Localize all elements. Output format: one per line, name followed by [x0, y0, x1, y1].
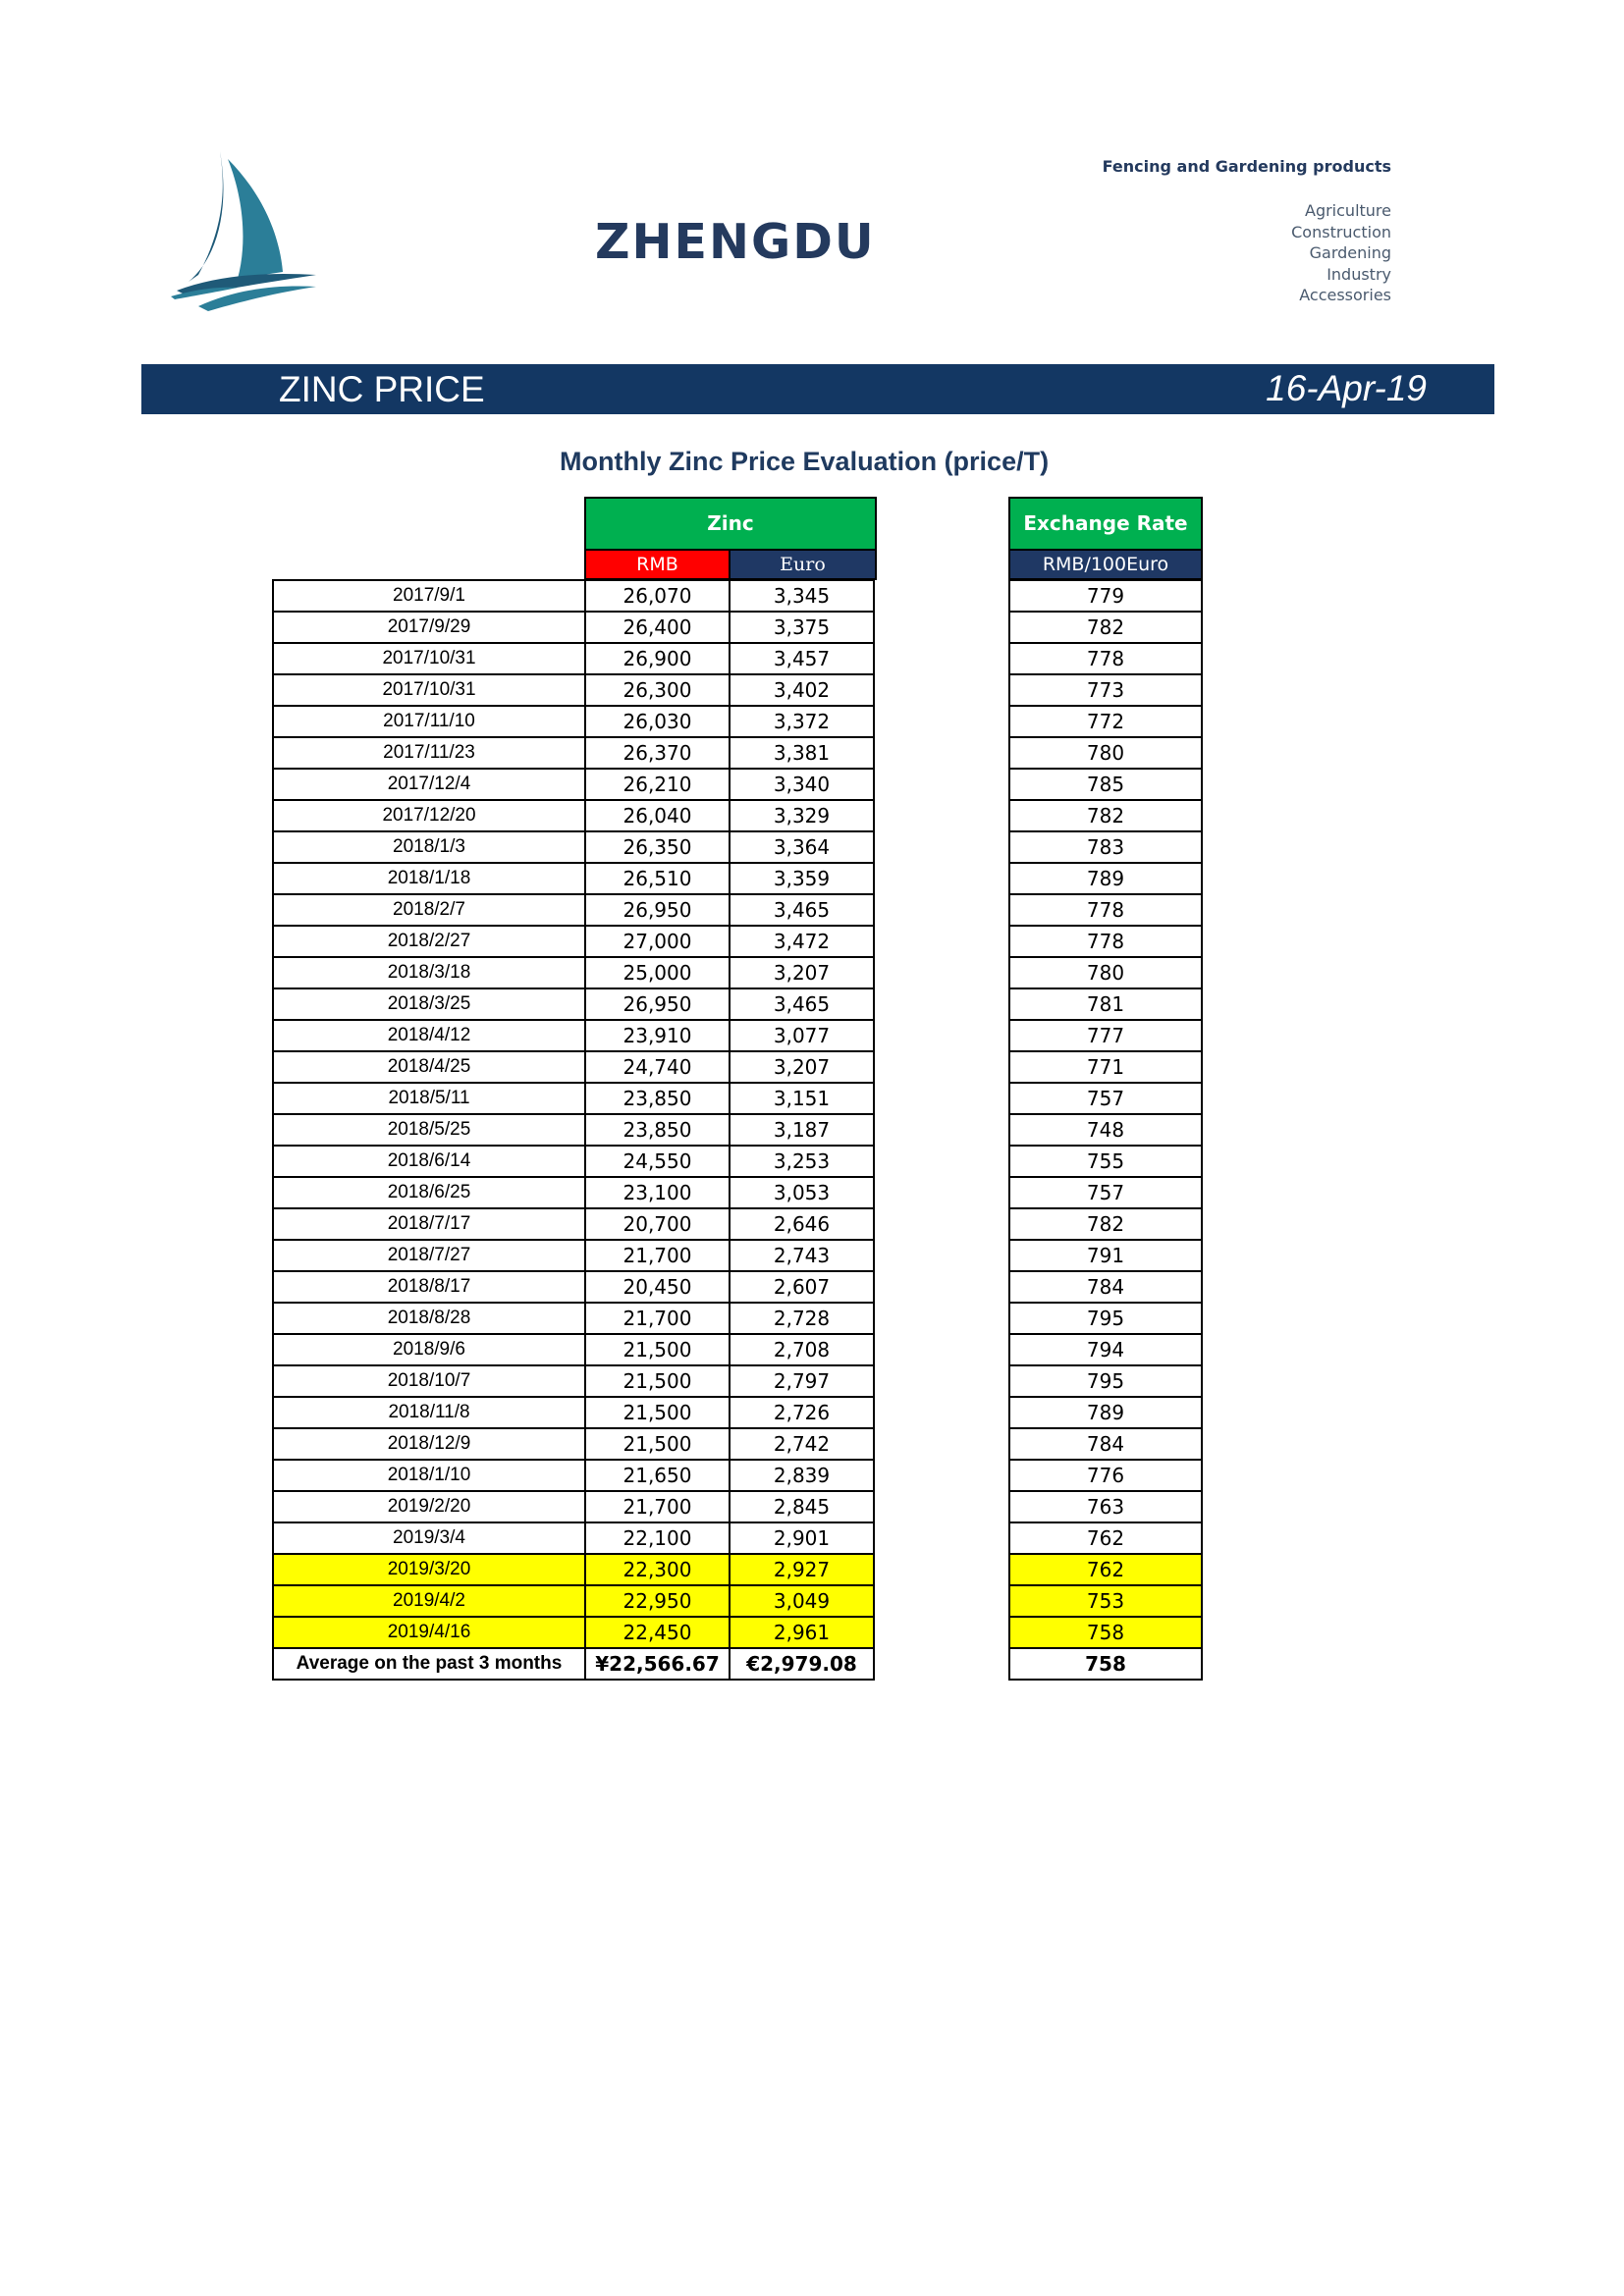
table-row — [273, 1240, 874, 1271]
brand-name: ZHENGDU — [595, 214, 876, 270]
table-row — [273, 800, 874, 831]
euro-price-cell: 3,359 — [730, 863, 874, 894]
table-row — [273, 894, 874, 926]
date-cell: 2018/3/18 — [273, 957, 585, 988]
euro-price-cell: 3,375 — [730, 612, 874, 643]
table-row — [1009, 957, 1202, 988]
average-row — [273, 1648, 874, 1680]
average-row — [1009, 1648, 1202, 1680]
exchange-rate-cell: 758 — [1009, 1617, 1202, 1648]
rmb-price-cell: 26,350 — [585, 831, 730, 863]
date-cell: 2018/11/8 — [273, 1397, 585, 1428]
rmb-header: RMB — [584, 549, 731, 580]
rmb-price-cell: 22,300 — [585, 1554, 730, 1585]
table-row — [1009, 1460, 1202, 1491]
date-cell: 2018/4/25 — [273, 1051, 585, 1083]
rmb-price-cell: 21,500 — [585, 1365, 730, 1397]
table-row — [273, 706, 874, 737]
table-row — [273, 1522, 874, 1554]
date-cell: 2018/8/17 — [273, 1271, 585, 1303]
euro-price-cell: 3,049 — [730, 1585, 874, 1617]
date-cell: 2018/12/9 — [273, 1428, 585, 1460]
exchange-rate-cell: 795 — [1009, 1303, 1202, 1334]
table-row — [1009, 1208, 1202, 1240]
exchange-rate-cell: 757 — [1009, 1177, 1202, 1208]
euro-price-cell: 3,207 — [730, 957, 874, 988]
euro-price-cell: 3,151 — [730, 1083, 874, 1114]
euro-price-cell: 3,465 — [730, 988, 874, 1020]
table-row — [1009, 988, 1202, 1020]
table-row — [1009, 706, 1202, 737]
rmb-price-cell: 25,000 — [585, 957, 730, 988]
rmb-price-cell: 22,450 — [585, 1617, 730, 1648]
table-row — [273, 580, 874, 612]
zinc-header: Zinc — [584, 497, 877, 551]
rmb-price-cell: 23,850 — [585, 1083, 730, 1114]
rmb-price-cell: 26,070 — [585, 580, 730, 612]
table-row — [1009, 831, 1202, 863]
table-row — [1009, 1114, 1202, 1146]
euro-price-cell: 2,845 — [730, 1491, 874, 1522]
table-row — [1009, 1240, 1202, 1271]
rmb-price-cell: 20,450 — [585, 1271, 730, 1303]
exchange-rate-cell: 773 — [1009, 674, 1202, 706]
date-cell: 2018/5/11 — [273, 1083, 585, 1114]
table-row — [1009, 800, 1202, 831]
table-row — [1009, 1334, 1202, 1365]
rmb-price-cell: 21,700 — [585, 1240, 730, 1271]
rmb-price-cell: 21,700 — [585, 1491, 730, 1522]
date-cell: 2018/8/28 — [273, 1303, 585, 1334]
table-row — [273, 1083, 874, 1114]
table-row — [1009, 737, 1202, 769]
fx-unit-header: RMB/100Euro — [1008, 549, 1203, 580]
euro-price-cell: 3,187 — [730, 1114, 874, 1146]
table-row — [273, 1208, 874, 1240]
euro-price-cell: 3,053 — [730, 1177, 874, 1208]
exchange-rate-cell: 777 — [1009, 1020, 1202, 1051]
table-row — [273, 1585, 874, 1617]
table-row — [273, 1177, 874, 1208]
date-cell: 2017/10/31 — [273, 674, 585, 706]
exchange-rate-cell: 753 — [1009, 1585, 1202, 1617]
title-banner — [141, 364, 1494, 414]
euro-price-cell: 3,077 — [730, 1020, 874, 1051]
exchange-rate-cell: 771 — [1009, 1051, 1202, 1083]
table-row — [273, 1460, 874, 1491]
date-cell: 2018/9/6 — [273, 1334, 585, 1365]
exchange-rate-cell: 782 — [1009, 612, 1202, 643]
rmb-price-cell: 26,900 — [585, 643, 730, 674]
exchange-rate-cell: 780 — [1009, 957, 1202, 988]
zinc-price-table — [272, 579, 875, 1681]
date-cell: 2018/3/25 — [273, 988, 585, 1020]
date-cell: 2017/10/31 — [273, 643, 585, 674]
rmb-price-cell: 21,650 — [585, 1460, 730, 1491]
table-row — [273, 1365, 874, 1397]
table-row — [1009, 580, 1202, 612]
table-row — [273, 957, 874, 988]
euro-price-cell: 2,726 — [730, 1397, 874, 1428]
table-row — [273, 1554, 874, 1585]
euro-price-cell: 2,743 — [730, 1240, 874, 1271]
rmb-price-cell: 23,100 — [585, 1177, 730, 1208]
average-rmb: ¥22,566.67 — [585, 1648, 730, 1680]
euro-price-cell: 3,472 — [730, 926, 874, 957]
exchange-rate-cell: 781 — [1009, 988, 1202, 1020]
euro-price-cell: 3,340 — [730, 769, 874, 800]
exchange-rate-cell: 782 — [1009, 800, 1202, 831]
euro-price-cell: 2,839 — [730, 1460, 874, 1491]
exchange-rate-cell: 748 — [1009, 1114, 1202, 1146]
euro-price-cell: 3,372 — [730, 706, 874, 737]
euro-price-cell: 3,345 — [730, 580, 874, 612]
table-row — [273, 612, 874, 643]
table-row — [273, 1114, 874, 1146]
average-exchange-rate: 758 — [1009, 1648, 1202, 1680]
table-row — [1009, 1020, 1202, 1051]
table-row — [273, 1146, 874, 1177]
table-row — [1009, 1051, 1202, 1083]
rmb-price-cell: 20,700 — [585, 1208, 730, 1240]
table-row — [273, 863, 874, 894]
exchange-rate-cell: 782 — [1009, 1208, 1202, 1240]
date-cell: 2018/5/25 — [273, 1114, 585, 1146]
table-row — [273, 1051, 874, 1083]
rmb-price-cell: 22,950 — [585, 1585, 730, 1617]
rmb-price-cell: 26,950 — [585, 894, 730, 926]
euro-price-cell: 3,381 — [730, 737, 874, 769]
average-euro: €2,979.08 — [730, 1648, 874, 1680]
euro-price-cell: 2,742 — [730, 1428, 874, 1460]
euro-price-cell: 3,364 — [730, 831, 874, 863]
exchange-rate-cell: 763 — [1009, 1491, 1202, 1522]
rmb-price-cell: 24,550 — [585, 1146, 730, 1177]
rmb-price-cell: 21,500 — [585, 1334, 730, 1365]
table-row — [1009, 863, 1202, 894]
table-row — [273, 831, 874, 863]
rmb-price-cell: 26,300 — [585, 674, 730, 706]
date-cell: 2019/3/4 — [273, 1522, 585, 1554]
date-cell: 2017/9/1 — [273, 580, 585, 612]
date-cell: 2018/1/3 — [273, 831, 585, 863]
table-row — [1009, 769, 1202, 800]
date-cell: 2019/3/20 — [273, 1554, 585, 1585]
rmb-price-cell: 21,700 — [585, 1303, 730, 1334]
euro-price-cell: 2,797 — [730, 1365, 874, 1397]
table-row — [1009, 1397, 1202, 1428]
date-cell: 2017/11/23 — [273, 737, 585, 769]
date-cell: 2017/12/4 — [273, 769, 585, 800]
table-row — [1009, 1083, 1202, 1114]
euro-price-cell: 3,465 — [730, 894, 874, 926]
table-row — [273, 1428, 874, 1460]
date-cell: 2017/11/10 — [273, 706, 585, 737]
euro-price-cell: 2,607 — [730, 1271, 874, 1303]
date-cell: 2017/12/20 — [273, 800, 585, 831]
table-row — [1009, 1554, 1202, 1585]
euro-price-cell: 2,901 — [730, 1522, 874, 1554]
table-row — [273, 737, 874, 769]
banner-title: ZINC PRICE — [279, 369, 485, 409]
exchange-rate-cell: 778 — [1009, 894, 1202, 926]
exchange-rate-header: Exchange Rate — [1008, 497, 1203, 551]
table-row — [1009, 1491, 1202, 1522]
table-row — [273, 674, 874, 706]
exchange-rate-cell: 755 — [1009, 1146, 1202, 1177]
exchange-rate-cell: 784 — [1009, 1271, 1202, 1303]
table-row — [1009, 674, 1202, 706]
exchange-rate-cell: 785 — [1009, 769, 1202, 800]
rmb-price-cell: 26,400 — [585, 612, 730, 643]
date-cell: 2018/7/17 — [273, 1208, 585, 1240]
sector-item: Construction — [1291, 222, 1391, 241]
table-row — [1009, 926, 1202, 957]
sector-item: Industry — [1326, 264, 1391, 284]
exchange-rate-table — [1008, 579, 1203, 1681]
sector-list — [1291, 200, 1391, 306]
date-cell: 2018/1/10 — [273, 1460, 585, 1491]
table-row — [273, 769, 874, 800]
euro-price-cell: 3,402 — [730, 674, 874, 706]
table-row — [273, 1397, 874, 1428]
rmb-price-cell: 26,370 — [585, 737, 730, 769]
rmb-price-cell: 24,740 — [585, 1051, 730, 1083]
tagline: Fencing and Gardening products — [1102, 157, 1391, 176]
table-row — [273, 1303, 874, 1334]
rmb-price-cell: 23,910 — [585, 1020, 730, 1051]
table-row — [1009, 1585, 1202, 1617]
average-label: Average on the past 3 months — [273, 1648, 585, 1680]
euro-price-cell: 3,457 — [730, 643, 874, 674]
exchange-rate-cell: 778 — [1009, 643, 1202, 674]
date-cell: 2018/2/27 — [273, 926, 585, 957]
table-row — [1009, 1365, 1202, 1397]
date-cell: 2018/6/25 — [273, 1177, 585, 1208]
exchange-rate-cell: 794 — [1009, 1334, 1202, 1365]
exchange-rate-cell: 784 — [1009, 1428, 1202, 1460]
euro-price-cell: 3,253 — [730, 1146, 874, 1177]
table-row — [273, 1491, 874, 1522]
table-row — [1009, 1146, 1202, 1177]
rmb-price-cell: 21,500 — [585, 1397, 730, 1428]
rmb-price-cell: 22,100 — [585, 1522, 730, 1554]
sailboat-logo-icon — [169, 149, 326, 316]
table-row — [1009, 1428, 1202, 1460]
date-cell: 2019/4/2 — [273, 1585, 585, 1617]
euro-price-cell: 2,927 — [730, 1554, 874, 1585]
euro-price-cell: 2,961 — [730, 1617, 874, 1648]
date-cell: 2019/2/20 — [273, 1491, 585, 1522]
table-row — [273, 1334, 874, 1365]
table-row — [1009, 1617, 1202, 1648]
table-row — [273, 988, 874, 1020]
rmb-price-cell: 26,030 — [585, 706, 730, 737]
table-row — [1009, 894, 1202, 926]
table-row — [273, 1020, 874, 1051]
exchange-rate-cell: 772 — [1009, 706, 1202, 737]
rmb-price-cell: 26,040 — [585, 800, 730, 831]
exchange-rate-cell: 762 — [1009, 1522, 1202, 1554]
table-row — [273, 1271, 874, 1303]
euro-price-cell: 2,728 — [730, 1303, 874, 1334]
euro-price-cell: 2,646 — [730, 1208, 874, 1240]
exchange-rate-cell: 795 — [1009, 1365, 1202, 1397]
table-row — [1009, 1303, 1202, 1334]
euro-price-cell: 3,329 — [730, 800, 874, 831]
date-cell: 2019/4/16 — [273, 1617, 585, 1648]
exchange-rate-cell: 789 — [1009, 863, 1202, 894]
rmb-price-cell: 26,210 — [585, 769, 730, 800]
exchange-rate-cell: 783 — [1009, 831, 1202, 863]
date-cell: 2018/1/18 — [273, 863, 585, 894]
exchange-rate-cell: 778 — [1009, 926, 1202, 957]
sector-item: Gardening — [1309, 243, 1391, 263]
date-cell: 2018/6/14 — [273, 1146, 585, 1177]
rmb-price-cell: 23,850 — [585, 1114, 730, 1146]
rmb-price-cell: 27,000 — [585, 926, 730, 957]
euro-price-cell: 2,708 — [730, 1334, 874, 1365]
date-cell: 2018/2/7 — [273, 894, 585, 926]
sector-item: Agriculture — [1305, 201, 1391, 220]
table-row — [1009, 1271, 1202, 1303]
table-row — [1009, 1177, 1202, 1208]
euro-price-cell: 3,207 — [730, 1051, 874, 1083]
table-row — [273, 643, 874, 674]
exchange-rate-cell: 791 — [1009, 1240, 1202, 1271]
rmb-price-cell: 26,950 — [585, 988, 730, 1020]
banner-date: 16-Apr-19 — [1266, 368, 1427, 408]
table-row — [1009, 643, 1202, 674]
exchange-rate-cell: 762 — [1009, 1554, 1202, 1585]
date-cell: 2018/7/27 — [273, 1240, 585, 1271]
sector-item: Accessories — [1299, 286, 1391, 305]
date-cell: 2018/10/7 — [273, 1365, 585, 1397]
table-row — [273, 926, 874, 957]
exchange-rate-cell: 789 — [1009, 1397, 1202, 1428]
table-row — [273, 1617, 874, 1648]
table-subtitle: Monthly Zinc Price Evaluation (price/T) — [560, 447, 1050, 476]
euro-header: Euro — [729, 549, 877, 580]
date-cell: 2018/4/12 — [273, 1020, 585, 1051]
exchange-rate-cell: 779 — [1009, 580, 1202, 612]
date-cell: 2017/9/29 — [273, 612, 585, 643]
exchange-rate-cell: 776 — [1009, 1460, 1202, 1491]
rmb-price-cell: 26,510 — [585, 863, 730, 894]
table-row — [1009, 1522, 1202, 1554]
exchange-rate-cell: 757 — [1009, 1083, 1202, 1114]
exchange-rate-cell: 780 — [1009, 737, 1202, 769]
rmb-price-cell: 21,500 — [585, 1428, 730, 1460]
table-row — [1009, 612, 1202, 643]
